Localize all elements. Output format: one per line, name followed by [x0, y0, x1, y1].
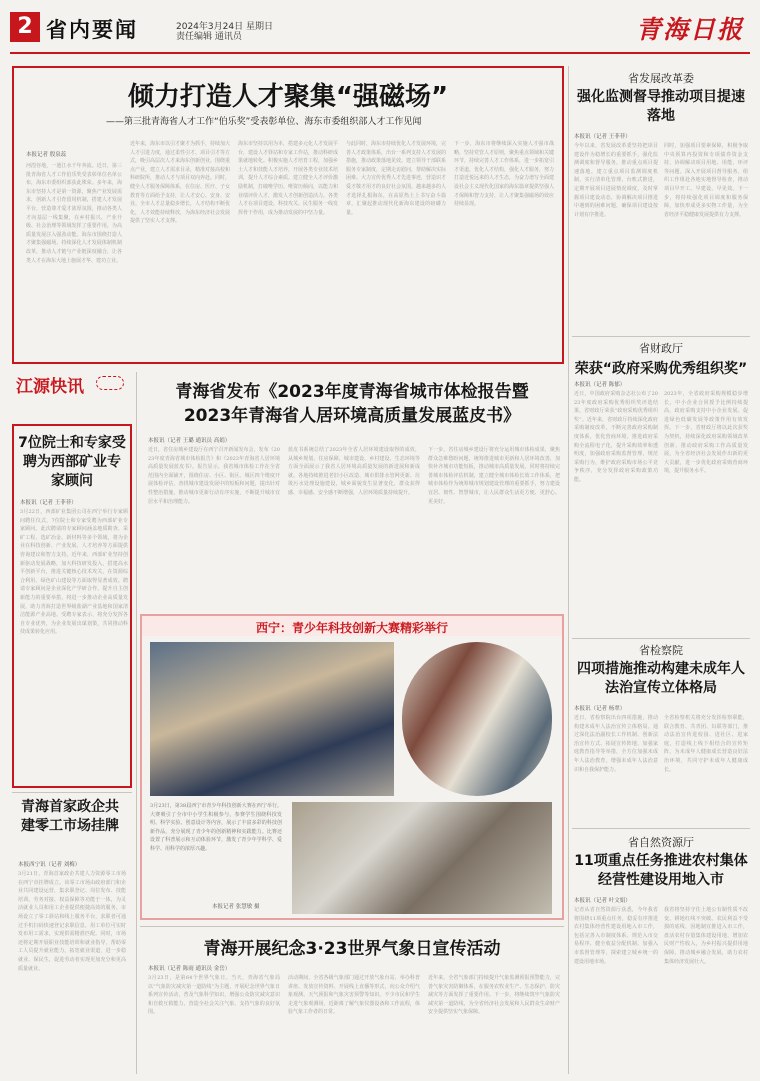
right-article-3-headline: 四项措施推动构建未成年人法治宣传立体格局 — [577, 661, 745, 696]
row-divider — [572, 828, 750, 829]
jiangyuan-article1-headline: 7位院士和专家受聘为西部矿业专家顾问 — [18, 435, 126, 489]
dept-label: 省检察院 — [639, 644, 683, 657]
photo-block — [140, 614, 564, 920]
dept-label: 省财政厅 — [639, 342, 683, 355]
city-report-headline: 青海省发布《2023年度青海省城市体检报告暨2023年青海省人居环境高质量发展蓝皮书》 — [175, 382, 529, 426]
top-story-col: 海东市坚持以用为本，搭建多元化人才发展平台，建设人才驿站和专家工作站，推动科研成果就地转化。积极实施人才培育工程，加强乡土人才和技能人才培养，开展各类专业技术培训，提升人才综合素质。建立健全人才评价激励机制，打破唯学历、唯资历倾向，以能力和业绩评价人才，激发人才创新创造活力。各类人才在项目建设、科技攻关、民生服务一线发挥骨干作用，成为推动发展的中坚力量。 — [238, 141, 338, 216]
top-story-headline: 倾力打造人才聚集“强磁场” — [127, 82, 449, 112]
date-text: 2024年3月24日 星期日 — [176, 22, 273, 32]
right-article-3-col: 全省检察机关将充分发挥检察职能，联合教育、共青团、妇联等部门，推动法治宣传进校园、进社区、进家庭，打造线上线下相结合的宣传矩阵，为未成年人健康成长营造良好法治环境，共同守护未成年人健康成长。 — [664, 715, 748, 773]
jiangyuan-article2-byline: 本报西宁讯（记者 刘梅） — [18, 862, 81, 868]
page-header — [0, 0, 760, 50]
right-article-1-col: 今年以来，省发展改革委坚持把项目建设作为稳增长的重要抓手，强化监测调度和督导服务，推动重点项目提速落地。建立重点项目监测调度机制，实行清单化管理、台账式推进，定期开展项目进展情况调度，及时掌握项目建设动态，协调解决项目推进中遇到的困难问题，确保项目建设按计划有序推进。 — [574, 143, 658, 218]
issue-date — [176, 22, 273, 42]
row-divider — [12, 792, 132, 793]
right-article-1-byline: 本报讯（记者 王菲菲） — [574, 134, 631, 140]
photo-credit: 本报记者 张慧敏 摄 — [212, 904, 260, 910]
photo-block-headline: 西宁：青少年科技创新大赛精彩举行 — [255, 621, 448, 635]
jiangyuan-badge: 江源快讯 — [16, 377, 84, 397]
jiangyuan-banner — [12, 372, 130, 410]
city-report-col: 下一步，省住房城乡建设厅将充分运用城市体检成果，聚焦群众急难愁盼问题，统筹推进城市更新和人居环境改善，加快补齐城市功能短板，推动城市高质量发展。同时将持续完善城市体检评估机制，建立健全城市体检长效工作体系，把城市体检作为统筹城市规划建设管理的重要抓手，努力建设宜居、韧性、智慧城市，让人民群众生活更方便、更舒心、更美好。 — [428, 447, 560, 505]
right-article-1 — [572, 66, 750, 334]
city-report-byline: 本报讯（记者 王璐 通讯员 高娟） — [148, 438, 231, 444]
right-article-3-byline: 本报讯（记者 杨翠） — [574, 706, 626, 712]
jiangyuan-article2 — [12, 798, 132, 1074]
city-report-col: 蓝皮书系统总结了2023年全省人居环境建设取得的成效，从城乡规划、住房保障、城市建设、乡村建设、生态环境等方面全面展示了我省人居环境高质量发展的新进展和新成就。各地持续推进老旧小区改造、城市供排水管网更新、垃圾污水处理设施建设，城乡面貌发生显著变化，群众获得感、幸福感、安全感不断增强，人居环境质量持续提升。 — [288, 447, 420, 496]
right-article-4-headline: 11项重点任务推进农村集体经营性建设用地入市 — [574, 853, 748, 888]
column-divider — [568, 66, 569, 1074]
right-article-1-col: 同时，加强项目要素保障，积极争取中央预算内投资和专项债券资金支持，协调解决项目用地、用能、环评等问题。深入开展项目督导服务，组织工作组赴各地实地督导检查，推动项目早开工、早建设、早见效。下一步，将持续强化项目调度和服务保障，加快形成更多实物工作量，为全省经济平稳健康发展提供有力支撑。 — [664, 143, 748, 218]
dept-label: 省自然资源厅 — [628, 836, 694, 849]
top-story-col: 下一步，海东市将继续深入实施人才强市战略，坚持党管人才原则，聚焦重点领域和关键环节，持续完善人才工作体系，进一步拓宽引才渠道，优化人才结构，强化人才服务，努力打造近悦远来的人才生态，为奋力谱写全面建设社会主义现代化国家的海东篇章提供坚强人才保障和智力支持，让人才聚集强磁场的效应持续显现。 — [454, 141, 554, 208]
right-article-1-headline: 强化监测督导推动项目提速落地 — [577, 89, 745, 124]
students-photo-2 — [402, 642, 552, 796]
right-article-2 — [572, 340, 750, 640]
decoration-icon — [96, 376, 124, 390]
city-report-article — [140, 380, 564, 610]
right-article-2-byline: 本报讯（记者 陈郁） — [574, 382, 626, 388]
right-article-4-col: 记者从省自然资源厅获悉，今年我省将围绕11项重点任务，稳妥有序推进农村集体经营性建设用地入市工作，包括完善入市制度体系、规范入市交易程序、健全收益分配机制、加强入市监督管理等，探索建立城乡统一的建设用地市场。 — [574, 907, 658, 965]
weather-col: 3月23日，是第64个世界气象日。当天，青海省气象局以“气象防灾减灾第一道防线”为主题，开展纪念世界气象日系列宣传活动，普及气象科学知识，增强公众防灾减灾意识和自救互救能力，营造全社会关注气象、支持气象的良好氛围。 — [148, 975, 280, 1016]
top-story-col: 河湟谷地，一池江水千年奔流。近日，第三批青海省人才工作伯乐奖受表彰单位名单公布，海东市委组织部获此殊荣。多年来，海东市坚持人才是第一资源，聚焦产业发展需求，创新人才引育留用机制，搭建人才发展平台，营造尊才爱才浓厚氛围，推动各类人才向基层一线集聚，在乡村振兴、产业升级、社会治理等领域发挥了重要作用，为高质量发展注入强劲动能。海东市围绕打造人才聚集强磁场，持续深化人才发展体制机制改革，推动人才链与产业链深度融合，让各类人才在海东大地上施展才华、建功立业。 — [26, 163, 122, 264]
page-number: 2 — [10, 12, 40, 42]
weather-article — [140, 934, 564, 1074]
jiangyuan-article1-byline: 本报讯（记者 王菲菲） — [20, 500, 77, 506]
right-article-4-byline: 本报讯（记者 叶文娟） — [574, 898, 631, 904]
top-story-col: 与此同时，海东市持续优化人才发展环境，完善人才政策体系，出台一系列支持人才发展的措施，推动政策落地见效。建立领导干部联系服务专家制度，定期走访慰问，帮助解决实际困难。大力宣传优秀人才先进事迹，营造识才爱才敬才用才的良好社会氛围。越来越多的人才选择扎根海东，在高原热土上书写奋斗篇章，汇聚起推动现代化新海东建设的磅礴力量。 — [346, 141, 446, 216]
photo-block-caption: 3月23日，第38届西宁市青少年科技创新大赛在西宁举行。大赛吸引了全市中小学生积极参与，参赛学生围绕科技发明、科学实验、创意设计等内容，展示了丰富多彩的科技创新作品，充分展现了青少年的创新精神和实践能力。比赛还设置了科普展示和互动体验环节，激发了青少年学科学、爱科学、用科学的浓厚兴趣。 — [150, 803, 282, 852]
weather-col: 活动期间，全省各级气象部门通过开放气象台站、举办科普讲座、发放宣传资料、开展线上直播等形式，向公众介绍气象观测、天气预报和气象灾害预警等知识。不少市民和学生走进气象观测场，近距离了解气象仪器设备和工作流程，体验气象工作者的日常。 — [288, 975, 420, 1016]
right-article-4-col: 我省将坚持守住土地公有制性质不改变、耕地红线不突破、农民利益不受损的底线，因地制宜推进入市工作，盘活农村存量集体建设用地，增加农民财产性收入，为乡村振兴提供用地保障，推动城乡融合发展，助力农村集体经济发展壮大。 — [664, 907, 748, 965]
dept-label: 省发展改革委 — [628, 72, 694, 85]
row-divider — [572, 638, 750, 639]
jiangyuan-article-box — [12, 424, 132, 788]
jiangyuan-article2-body: 3月21日，青海首家政企共建人力资源零工市场在西宁市挂牌成立。该零工市场由政府部门和企业共同建设运营，集求职登记、岗位发布、技能培训、劳务对接、权益保障等功能于一体，为灵活就业人员和用工企业提供便捷高效的服务。市场设立了零工驿站和线上服务平台，求职者可通过手机扫码快速登记求职信息，用工单位可实时发布用工需求，实现供需精准匹配。同时，市场还将定期开展职业技能培训和就业指导，帮助零工人员提升就业能力，拓宽就业渠道，进一步稳就业、保民生，促进劳动者实现更加充分和更高质量就业。 — [18, 871, 126, 972]
row-divider — [140, 926, 564, 927]
jiangyuan-article2-headline: 青海首家政企共建零工市场挂牌 — [21, 799, 119, 834]
students-photo-3 — [292, 802, 552, 914]
jiangyuan-article1-body: 3月22日，西部矿业集团公司在西宁举行专家顾问聘任仪式，7位院士和专家受聘为西部矿业专家顾问。此次聘请的专家顾问涵盖地质勘查、采矿工程、选矿冶金、新材料等多个领域，将为企业在科技创新、产业发展、人才培养等方面提供咨询建议和智力支持。近年来，西部矿业坚持创新驱动发展战略，加大科技研发投入，搭建高水平创新平台，推进关键核心技术攻关，在资源综合利用、绿色矿山建设等方面取得显著成效。聘请专家顾问是企业深化产学研合作、提升自主创新能力的重要举措，将进一步推动企业高质量发展，助力青海打造世界级盐湖产业基地和国家清洁能源产业高地。受聘专家表示，将充分发挥各自专业优势，为企业发展出谋划策，共同推动科技成果转化应用。 — [20, 509, 128, 636]
city-report-col: 近日，省住房城乡建设厅在西宁召开新闻发布会，发布《2023年度青海省城市体检报告》和《2023年青海省人居环境高质量发展蓝皮书》。报告显示，我省城市体检工作在全省范围内全面铺开，围绕住房、小区、街区、城区四个维度开展体检评估，查找城市建设发展中的短板和问题，提出针对性整治措施，推动城市更新行动有序实施，不断提升城市宜居水平和治理能力。 — [148, 447, 280, 505]
section-title: 省内要闻 — [46, 18, 138, 42]
students-photo-1 — [150, 642, 394, 796]
top-story-box — [12, 66, 564, 364]
top-story-byline: 本报记者 殷泉蕊 — [26, 152, 67, 158]
right-article-2-col: 近日，中国政府采购杂志社公布了2023年度政府采购优秀组织奖评选结果，省财政厅荣获“政府采购优秀组织奖”。近年来，省财政厅持续深化政府采购制度改革，不断完善政府采购制度体系，优化营商环境，推进政府采购全流程电子化，提升采购效率和透明度，加强政府采购监督管理，规范采购行为，维护政府采购市场公平竞争秩序，充分发挥政府采购政策功能。 — [574, 391, 658, 483]
header-rule — [10, 52, 750, 54]
right-article-2-headline: 荣获“政府采购优秀组织奖” — [574, 361, 748, 377]
weather-headline: 青海开展纪念3·23世界气象日宣传活动 — [203, 939, 501, 959]
column-divider — [136, 372, 137, 1074]
newspaper-logo: 青海日报 — [635, 15, 744, 44]
right-article-3-col: 近日，省检察院出台四项措施，推动构建未成年人法治宣传立体格局。通过深化法治副校长工作机制、创新法治宣传方式、拓展宣传阵地、加强家庭教育指导等举措，全方位加强未成年人法治教育，增强未成年人法治意识和自我保护能力。 — [574, 715, 658, 773]
row-divider — [572, 336, 750, 337]
weather-col: 近年来，全省气象部门持续提升气象监测预报预警能力，完善气象灾害防御体系，在服务农牧业生产、生态保护、防灾减灾等方面发挥了重要作用。下一步，将继续筑牢气象防灾减灾第一道防线，为全省经济社会发展和人民群众生命财产安全提供坚实气象保障。 — [428, 975, 560, 1016]
weather-byline: 本报讯（记者 陈雨 通讯员 金岳） — [148, 966, 231, 972]
top-story-col: 近年来，海东市以引才聚才为抓手，持续加大人才引进力度，通过柔性引才、项目引才等方式，吸引高层次人才来海东创新创业。围绕重点产业，建立人才需求目录，精准对接高校和科研院所，推动人才与项目双向奔赴。同时，健全人才服务保障体系，在住房、医疗、子女教育等方面给予支持，让人才安心、安身、安业。全市人才总量稳步增长，人才结构不断优化，人才效能持续释放，为海东经济社会发展提供了坚实人才支撑。 — [130, 141, 230, 225]
right-article-2-col: 2023年，全省政府采购规模稳步增长，中小企业合同授予比例持续提高，政府采购支持中小企业发展、促进绿色低碳发展等政策作用有效发挥。下一步，省财政厅将以此次获奖为契机，持续深化政府采购领域改革创新，推动政府采购工作高质量发展，为全省经济社会发展作出新的更大贡献，进一步优化政府采购营商环境，提升服务水平。 — [664, 391, 748, 475]
right-article-3 — [572, 642, 750, 812]
top-story-subheadline: ——第三批青海省人才工作“伯乐奖”受表彰单位、海东市委组织部人才工作见闻 — [106, 117, 422, 127]
right-article-4 — [572, 834, 750, 1074]
editor-text: 责任编辑 通讯员 — [176, 32, 242, 42]
